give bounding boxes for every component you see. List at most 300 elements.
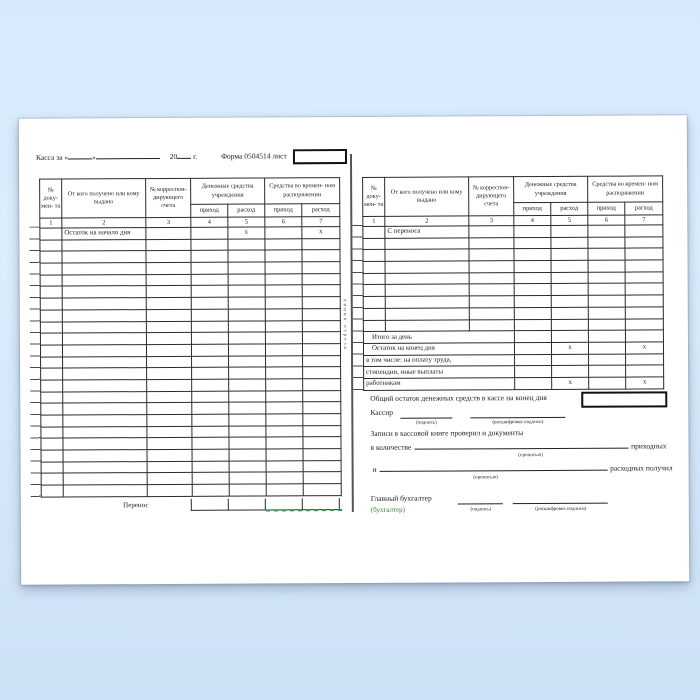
blank-cell (147, 414, 192, 426)
carryover-cell (229, 498, 266, 510)
blank-cell (625, 237, 663, 249)
x-mark-cell: х (552, 377, 589, 389)
summary-label: Итого за день (363, 331, 514, 343)
blank-cell (303, 460, 341, 472)
blank-cell (363, 308, 385, 320)
blank-cell (303, 390, 341, 402)
blank-cell (469, 249, 514, 261)
signature-decode-caption: (расшифровка подписи) (535, 506, 587, 513)
col-number: 4 (514, 215, 551, 225)
col-number: 5 (228, 217, 265, 227)
blank-cell (62, 263, 146, 275)
blank-cell (266, 367, 303, 379)
blank-cell (63, 450, 147, 462)
blank-cell (303, 355, 341, 367)
blank-cell (265, 274, 302, 286)
blank-cell (265, 262, 302, 274)
form-number-label: Форма 0504514 лист (221, 151, 287, 161)
col-number: 2 (62, 218, 146, 228)
x-mark-cell (551, 330, 588, 342)
blank-cell (40, 286, 62, 298)
blank-cell (191, 227, 228, 239)
blank-cell (385, 284, 469, 296)
blank-cell (551, 307, 588, 319)
blank-cell (62, 333, 146, 345)
blank-cell (302, 332, 340, 344)
blank-cell (266, 484, 303, 496)
expense-docs-line (373, 461, 673, 474)
blank-cell (266, 472, 303, 484)
blank-cell (40, 263, 62, 275)
x-mark-cell: х (626, 377, 664, 389)
blank-cell (514, 237, 551, 249)
blank-cell (63, 438, 147, 450)
blank-cell (229, 391, 266, 403)
blank-cell (303, 425, 341, 437)
carried-forward-label: С переноса (385, 226, 469, 238)
blank-cell (551, 284, 588, 296)
col-number: 7 (302, 217, 340, 227)
blank-cell (147, 356, 192, 368)
blank-cell (41, 462, 63, 474)
blank-cell (363, 320, 385, 332)
blank-cell (192, 356, 229, 368)
accountant-signature-line (458, 502, 503, 504)
day-blank-field (68, 151, 92, 160)
blank-cell (40, 240, 62, 252)
group-funds-institution-header: Денежные средства учреждения (514, 176, 588, 202)
blank-cell (514, 284, 551, 296)
blank-cell (229, 356, 266, 368)
blank-cell (551, 260, 588, 272)
blank-cell (41, 380, 63, 392)
blank-cell (41, 415, 63, 427)
col-income-header: приход (265, 204, 302, 217)
blank-cell (303, 414, 341, 426)
blank-cell (266, 414, 303, 426)
blank-cell (363, 273, 385, 285)
blank-cell (146, 239, 191, 251)
blank-cell (303, 484, 341, 496)
blank-cell (385, 308, 469, 320)
blank-cell (302, 320, 340, 332)
blank-cell (192, 367, 229, 379)
blank-cell (40, 228, 62, 240)
chief-accountant-label: Главный бухгалтер (370, 493, 432, 503)
blank-cell (625, 318, 663, 330)
col-number: 3 (469, 216, 514, 226)
blank-cell (62, 298, 146, 310)
blank-cell (41, 450, 63, 462)
x-mark-cell: х (302, 227, 340, 239)
col-income-header: приход (191, 204, 228, 217)
col-number: 4 (191, 217, 228, 227)
blank-cell (363, 285, 385, 297)
blank-cell (146, 262, 191, 274)
blank-cell (265, 250, 302, 262)
blank-cell (266, 379, 303, 391)
blank-cell (625, 295, 663, 307)
blank-cell (228, 239, 265, 251)
blank-cell (147, 403, 192, 415)
blank-cell (303, 437, 341, 449)
blank-cell (229, 449, 266, 461)
blank-cell (265, 309, 302, 321)
blank-cell (228, 274, 265, 286)
blank-cell (266, 425, 303, 437)
blank-cell (514, 272, 551, 284)
blank-cell (551, 295, 588, 307)
blank-cell (363, 261, 385, 273)
summary-label: в том числе: на оплату труда, (364, 354, 515, 366)
blank-cell (266, 461, 303, 473)
col-expense-header: расход (551, 202, 588, 215)
blank-cell (63, 426, 147, 438)
blank-cell (228, 309, 265, 321)
blank-cell (625, 225, 663, 237)
blank-cell (192, 391, 229, 403)
col-doc-no-header: № доку- мен- та (363, 177, 385, 216)
blank-cell (191, 251, 228, 263)
and-label: и (372, 464, 377, 474)
blank-cell (302, 308, 340, 320)
blank-cell (40, 322, 62, 334)
blank-cell (514, 225, 551, 237)
blank-cell (229, 426, 266, 438)
col-corr-account-header: № корреспон- дирующего счета (146, 178, 191, 217)
blank-cell (146, 297, 191, 309)
blank-cell (192, 414, 229, 426)
blank-cell (302, 238, 340, 250)
cut-line-label: линия отреза (341, 299, 348, 351)
blank-cell (146, 227, 191, 239)
col-number: 1 (363, 216, 385, 226)
blank-cell (41, 485, 63, 497)
quantity-prefix: в количестве (370, 442, 412, 452)
blank-cell (515, 354, 552, 366)
blank-cell (192, 484, 229, 496)
blank-cell (62, 251, 146, 263)
blank-cell (192, 461, 229, 473)
total-cash-line: Общий остаток денежных средств в кассе на конец дня (370, 392, 547, 403)
blank-cell (228, 297, 265, 309)
x-mark-cell (626, 353, 664, 365)
x-mark-cell (552, 354, 589, 366)
blank-cell (588, 225, 625, 237)
blank-cell (514, 319, 551, 331)
expense-docs-label: расходных получил (610, 463, 673, 473)
blank-cell (385, 249, 469, 261)
blank-cell (385, 238, 469, 250)
blank-cell (63, 391, 147, 403)
summary-label: стипендии, иные выплаты (364, 366, 515, 378)
blank-cell (147, 391, 192, 403)
blank-cell (229, 367, 266, 379)
blank-cell (63, 473, 147, 485)
col-doc-no-header: № доку- мен- та (40, 179, 62, 218)
blank-cell (147, 484, 192, 496)
opening-balance-label: Остаток на начало дня (62, 228, 146, 240)
blank-cell (191, 262, 228, 274)
blank-cell (588, 237, 625, 249)
cashier-decode-line (470, 416, 565, 418)
blank-cell (265, 227, 302, 239)
blank-cell (63, 380, 147, 392)
month-blank-field (96, 150, 160, 159)
blank-cell (147, 438, 192, 450)
group-funds-temporary-header: Средства во времен- ном распоряжении (265, 178, 340, 204)
blank-cell (625, 248, 663, 260)
blank-cell (147, 461, 192, 473)
blank-cell (191, 344, 228, 356)
blank-cell (385, 296, 469, 308)
x-mark-cell: х (228, 227, 265, 239)
blank-cell (147, 368, 192, 380)
blank-cell (228, 332, 265, 344)
carryover-cell (191, 499, 229, 511)
blank-cell (303, 472, 341, 484)
blank-cell (147, 426, 192, 438)
col-number: 1 (40, 218, 62, 228)
blank-cell (41, 357, 63, 369)
blank-cell (62, 286, 146, 298)
blank-cell (514, 331, 551, 343)
blank-cell (515, 377, 552, 389)
form-sheet (19, 115, 689, 584)
blank-cell (229, 437, 266, 449)
blank-cell (191, 274, 228, 286)
kassa-quote-close: » (92, 152, 96, 162)
blank-cell (191, 332, 228, 344)
blank-cell (63, 356, 147, 368)
summary-label: работникам (364, 378, 515, 390)
blank-cell (146, 344, 191, 356)
blank-cell (147, 379, 192, 391)
blank-cell (63, 403, 147, 415)
blank-cell (147, 449, 192, 461)
col-number: 6 (265, 217, 302, 227)
blank-cell (385, 261, 469, 273)
blank-cell (625, 260, 663, 272)
blank-cell (469, 319, 514, 331)
accountant-alt-label: (бухгалтер) (370, 505, 406, 514)
blank-cell (192, 449, 229, 461)
blank-cell (228, 344, 265, 356)
blank-cell (265, 285, 302, 297)
in-words-caption: (прописью) (473, 475, 498, 481)
blank-cell (146, 309, 191, 321)
x-mark-cell: х (551, 342, 588, 354)
watermark-dash (266, 509, 343, 511)
blank-cell (192, 379, 229, 391)
blank-cell (265, 297, 302, 309)
blank-cell (551, 272, 588, 284)
in-words-caption: (прописью) (518, 453, 543, 459)
blank-cell (469, 261, 514, 273)
blank-cell (191, 309, 228, 321)
blank-cell (363, 238, 385, 250)
x-mark-cell: х (625, 342, 663, 354)
blank-cell (588, 295, 625, 307)
blank-cell (40, 345, 62, 357)
x-mark-cell (552, 366, 589, 378)
blank-cell (229, 402, 266, 414)
col-number: 3 (146, 217, 191, 227)
blank-cell (469, 226, 514, 238)
blank-cell (514, 342, 551, 354)
quantity-blank-field (414, 440, 628, 450)
year-prefix: 20 (169, 152, 178, 162)
col-number: 5 (551, 215, 588, 225)
sheet-number-box (293, 149, 347, 164)
cashier-label: Кассир (370, 407, 394, 417)
blank-cell (469, 284, 514, 296)
blank-cell (62, 309, 146, 321)
blank-cell (551, 237, 588, 249)
col-expense-header: расход (625, 202, 663, 215)
blank-cell (303, 449, 341, 461)
blank-cell (265, 238, 302, 250)
blank-cell (588, 307, 625, 319)
blank-cell (228, 320, 265, 332)
blank-cell (62, 274, 146, 286)
blank-cell (40, 333, 62, 345)
blank-cell (63, 415, 147, 427)
blank-cell (229, 472, 266, 484)
col-expense-header: расход (228, 204, 265, 217)
blank-cell (363, 296, 385, 308)
blank-cell (515, 366, 552, 378)
blank-cell (302, 285, 340, 297)
blank-cell (147, 473, 192, 485)
blank-cell (228, 262, 265, 274)
blank-cell (469, 307, 514, 319)
blank-cell (266, 437, 303, 449)
blank-cell (302, 273, 340, 285)
quantity-line (370, 439, 666, 452)
kassa-label: Касса за « (35, 152, 69, 162)
blank-cell (191, 286, 228, 298)
blank-cell (514, 296, 551, 308)
x-mark-cell (625, 330, 663, 342)
blank-cell (588, 342, 625, 354)
blank-cell (192, 402, 229, 414)
blank-cell (40, 275, 62, 287)
blank-cell (514, 261, 551, 273)
blank-cell (229, 379, 266, 391)
blank-cell (229, 461, 266, 473)
blank-cell (363, 226, 385, 238)
blank-cell (63, 461, 147, 473)
blank-cell (41, 368, 63, 380)
blank-cell (625, 283, 663, 295)
col-from-whom-header: От кого получено или кому выдано (385, 177, 469, 216)
blank-cell (589, 354, 626, 366)
x-mark-cell (626, 365, 664, 377)
blank-cell (363, 250, 385, 262)
blank-cell (228, 250, 265, 262)
blank-cell (191, 321, 228, 333)
group-funds-temporary-header: Средства во времен- ном распоряжении (588, 176, 663, 202)
blank-cell (625, 307, 663, 319)
blank-cell (385, 273, 469, 285)
col-income-header: приход (588, 202, 625, 215)
blank-cell (191, 239, 228, 251)
blank-cell (40, 310, 62, 322)
blank-cell (63, 368, 147, 380)
blank-cell (514, 249, 551, 261)
signature-caption: (подпись) (415, 420, 437, 426)
blank-cell (192, 438, 229, 450)
blank-cell (551, 319, 588, 331)
blank-cell (588, 330, 625, 342)
summary-row-employees (364, 377, 664, 390)
blank-cell (146, 251, 191, 263)
blank-cell (588, 260, 625, 272)
blank-cell (62, 239, 146, 251)
blank-cell (588, 284, 625, 296)
blank-cell (469, 296, 514, 308)
carryover-label: Перенос (123, 501, 149, 510)
blank-cell (303, 402, 341, 414)
summary-label: Остаток на конец дня (363, 343, 514, 355)
blank-cell (228, 285, 265, 297)
accountant-decode-line (513, 502, 608, 504)
signature-decode-caption: (расшифровка подписи) (492, 420, 544, 426)
blank-cell (146, 333, 191, 345)
cash-table-left (39, 177, 342, 497)
blank-cell (265, 344, 302, 356)
year-suffix: г. (193, 152, 198, 162)
blank-cell (551, 249, 588, 261)
col-corr-account-header: № корреспон- дирующего счета (469, 177, 514, 216)
blank-cell (302, 262, 340, 274)
col-income-header: приход (514, 202, 551, 215)
blank-cell (303, 379, 341, 391)
blank-cell (229, 484, 266, 496)
expense-blank-field (380, 462, 608, 472)
blank-cell (146, 274, 191, 286)
blank-cell (266, 402, 303, 414)
blank-cell (41, 438, 63, 450)
blank-cell (625, 272, 663, 284)
blank-cell (514, 307, 551, 319)
blank-cell (62, 344, 146, 356)
blank-cell (469, 237, 514, 249)
blank-cell (146, 321, 191, 333)
blank-cell (589, 365, 626, 377)
blank-cell (266, 355, 303, 367)
year-blank-field (177, 150, 191, 159)
signature-caption: (подпись) (470, 507, 492, 513)
blank-cell (40, 298, 62, 310)
blank-cell (41, 403, 63, 415)
blank-cell (469, 272, 514, 284)
blank-row (41, 484, 341, 497)
blank-cell (302, 343, 340, 355)
blank-cell (588, 248, 625, 260)
blank-cell (41, 392, 63, 404)
blank-cell (265, 332, 302, 344)
blank-cell (229, 414, 266, 426)
blank-cell (589, 377, 626, 389)
blank-cell (266, 390, 303, 402)
blank-cell (41, 473, 63, 485)
col-expense-header: расход (302, 204, 340, 217)
group-funds-institution-header: Денежные средства учреждения (191, 178, 265, 204)
blank-cell (40, 251, 62, 263)
blank-cell (265, 320, 302, 332)
